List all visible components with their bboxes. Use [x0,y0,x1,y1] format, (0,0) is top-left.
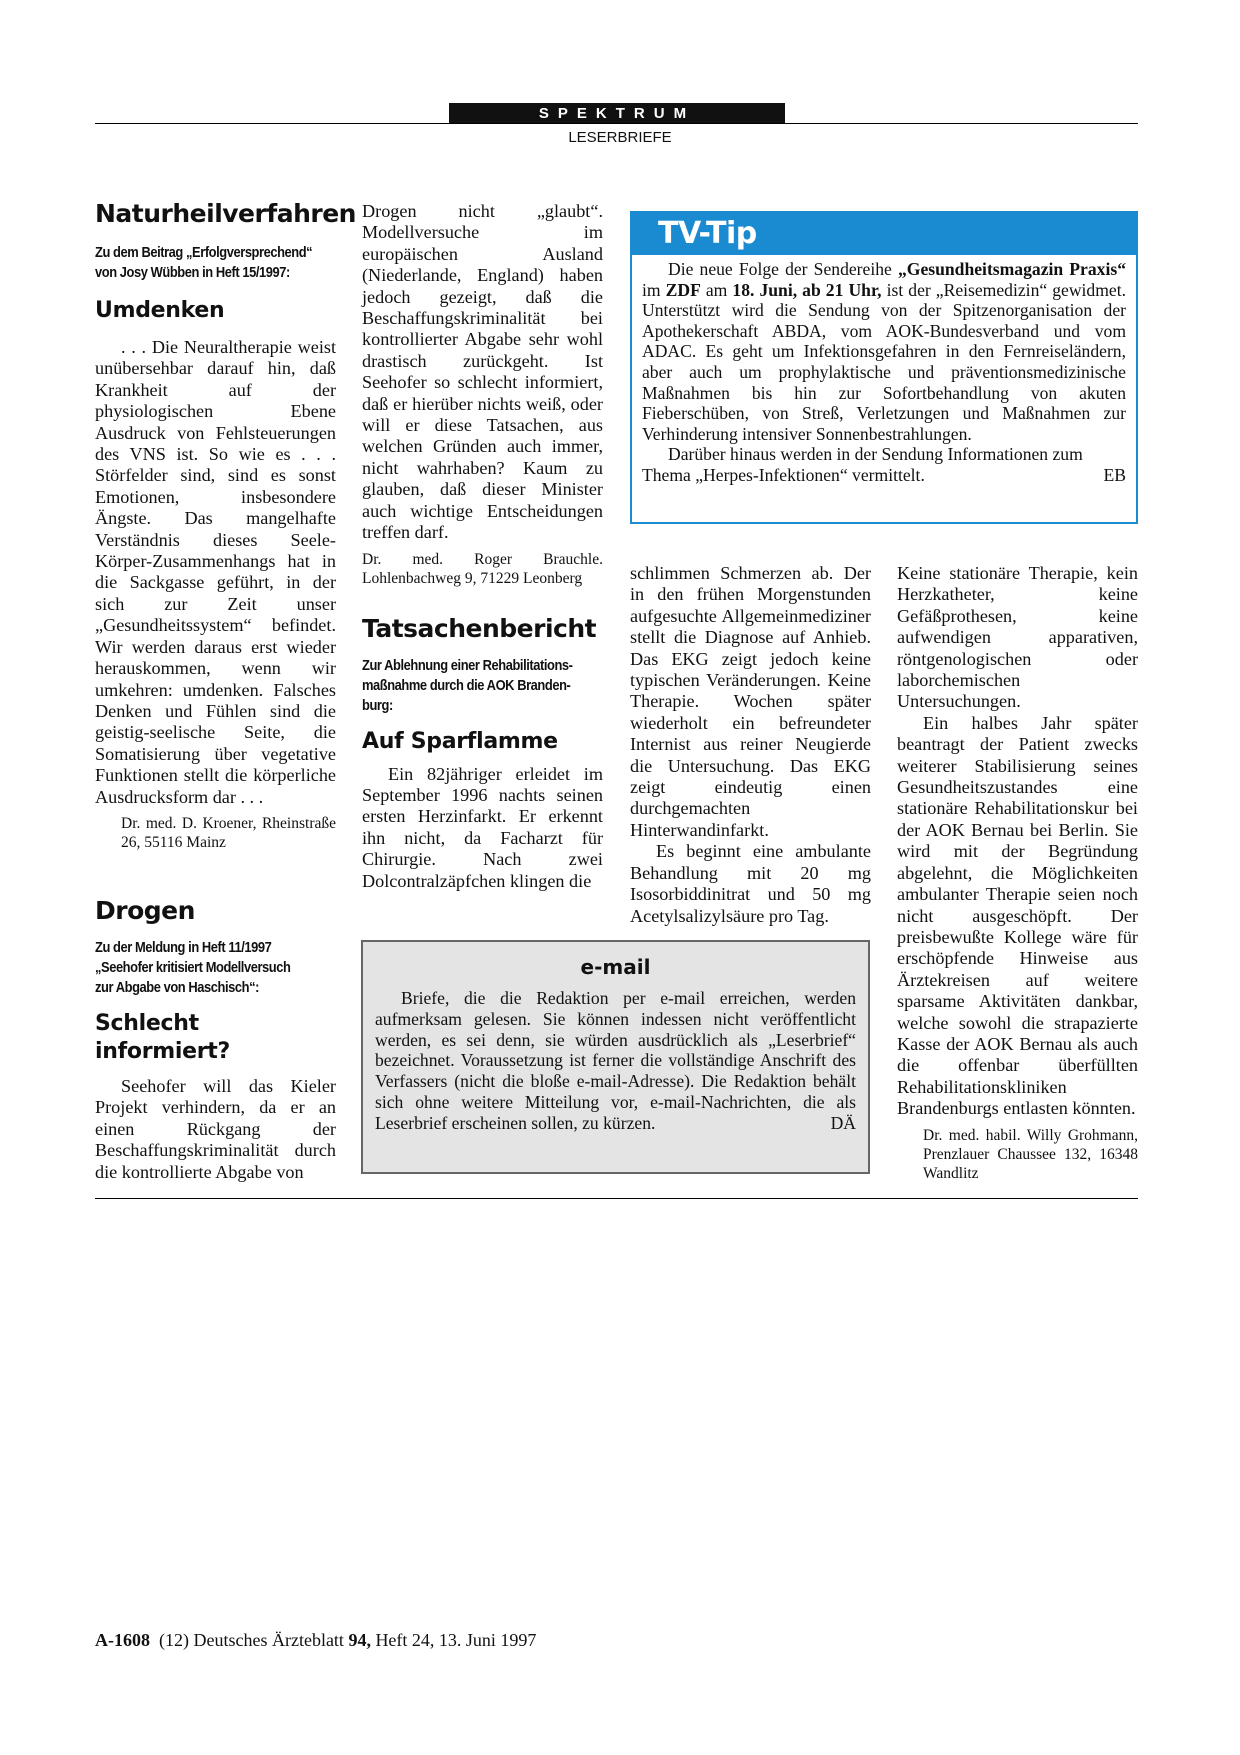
letter-body-continued: Drogen nicht „glaubt“. Modellversuche im europäischen Ausland (Niederlande, England) haben jedoch gezeigt, daß die Beschaffungskriminalität bei kontrollierter Abgabe sehr wohl drastisch zurückgeht. Ist Seehofer so schlecht informiert, daß er hierüber nichts weiß, oder will er diese Tatsachen, aus welchen Gründen auch immer, nicht wahrhaben? Kaum zu glauben, daß dieser Minister auch wichtige Entscheidungen treffen darf. [362,201,603,543]
email-notice-title: e-mail [580,955,651,979]
letter-signature: Dr. med. Roger Brauchle. Lohlenbachweg 9, 71229 Leonberg [362,550,603,587]
subtitle-auf-sparflamme: Auf Sparflamme [362,728,558,754]
email-notice-signature: DÄ [830,1112,856,1133]
section-label: LESERBRIEFE [568,129,672,146]
letter-body: Seehofer will das Kieler Projekt verhindern, da er an einen Rückgang der Beschaffungskriminalität durch die kontrollierte Abgabe von [95,1075,336,1182]
intro-line: zur Abgabe von Haschisch“: [95,978,259,996]
column-1 [95,199,356,1183]
intro-line: Zu dem Beitrag „Erfolgversprechend“ [95,244,313,261]
tv-tip-paragraph: Darüber hinaus werden in der Sendung Informationen zum Thema „Herpes-Infektionen“ vermittelt. EB [642,444,1126,485]
section-banner: SPEKTRUM [449,103,785,124]
intro-line: burg: [362,696,393,714]
letter-signature: Dr. med. D. Kroener, Rheinstraße 26, 55116 Mainz [121,814,336,851]
letter-body: Es beginnt eine ambulante Behandlung mit 20 mg Isosorbiddinitrat und 50 mg Acetylsalizylsäure pro Tag. [630,841,871,926]
tv-tip-title: TV-Tip [632,213,1136,255]
letter-body: Ein 82jähriger erleidet im September 1996 nachts seinen ersten Herzinfarkt. Er erkennt ihn nicht, da Facharzt für Chirurgie. Nach zwei Dolcontralzäpfchen klingen die [362,763,603,891]
page-number: A-1608 [95,1630,150,1650]
issue-info: (12) Deutsches Ärzteblatt [159,1630,349,1650]
tv-tip-paragraph: Die neue Folge der Sendereihe „Gesundheitsmagazin Praxis“ im ZDF am 18. Juni, ab 21 Uhr, ist der „Reisemedizin“ gewidmet. Unterstützt wird die Sendung von der Spitzenorganisation der Apothekerschaft ABDA, vom AOK-Bundesverband und vom ADAC. Es geht um Infektionsgefahren in den Fernreiseländern, aber auch um prophylaktische und präventionsmedizinische Maßnahmen bis hin zur Sofortbehandlung von akuten Fieberschüben, von Streß, Verletzungen und Maßnahmen zur Verhinderung intensiver Sonnenbestrahlungen. [642,259,1126,444]
header-rule [95,123,1138,124]
letter-body: Ein halbes Jahr später beantragt der Patient zwecks weiterer Stabilisierung seines Gesundheitszustandes eine stationäre Rehabilitationskur bei der AOK Bernau bei Berlin. Sie wird mit der Begründung abgelehnt, die Möglichkeiten ambulanter Therapie seien noch nicht ausgeschöpft. Der preisbewußte Kollege wäre für erschöpfende Hinweise aus Ärztekreisen auf weitere sparsame Aktivitäten dankbar, welche sowohl die strapazierte Kasse der AOK Bernau als auch die offenbar überfüllten Rehabilitationskliniken Brandenburgs entlasten könnten. [897,712,1138,1119]
volume-number: 94, [348,1630,371,1650]
email-notice-box [361,940,870,1174]
letter-signature: Dr. med. habil. Willy Grohmann, Prenzlauer Chaussee 132, 16348 Wandlitz [923,1126,1138,1182]
intro-line: maßnahme durch die AOK Branden- [362,676,571,694]
email-notice-body [375,988,856,1134]
letter-body: . . . Die Neuraltherapie weist unübersehbar darauf hin, daß Krankheit auf der physiologischen Ebene Ausdruck von Fehlsteuerungen des VNS ist. So wie es . . . Störfelder sind, sind es sonst Emotionen, insbesondere Ängste. Das mangelhafte Verständnis dieses Seele-Körper-Zusammenhangs hat in die Sackgasse geführt, in der sich zur Zeit unser „Gesundheitssystem“ befindet. Wir werden daraus erst wieder herauskommen, wenn wir umkehren: umdenken. Falsches Denken und Fühlen sind die geistig-seelische Seite, die Somatisierung über vegetative Funktionen stellt die körperliche Ausdrucksform dar . . . [95,337,336,807]
page-footer [95,1629,536,1651]
bottom-rule [95,1198,1138,1199]
tv-tip-signature: EB [1103,464,1126,485]
intro-line: von Josy Wübben in Heft 15/1997: [95,264,290,281]
subtitle-schlecht-informiert: Schlecht informiert? [95,1010,230,1064]
article-title-drogen: Drogen [95,895,195,925]
issue-date: Heft 24, 13. Juni 1997 [370,1630,537,1650]
tv-tip-box [630,211,1138,524]
letter-body-continued: schlimmen Schmerzen ab. Der in den frühen Morgenstunden aufgesuchte Allgemeinmediziner stellt die Diagnose auf Anhieb. Das EKG zeigt jedoch keine typischen Veränderungen. Keine Therapie. Wochen später wiederholt ein befreundeter Internist aus reiner Neugierde die Untersuchung. Das EKG zeigt eindeutig einen durchgemachten Hinterwandinfarkt. [630,563,871,840]
column-2 [362,201,603,892]
intro-line: Zur Ablehnung einer Rehabilitations- [362,656,573,674]
column-4 [897,563,1138,1183]
intro-line: Zu der Meldung in Heft 11/1997 [95,938,272,956]
email-notice-paragraph: Briefe, die die Redaktion per e-mail erreichen, werden aufmerksam gelesen. Sie können indessen nicht veröffentlicht werden, es sei denn, sie würden ausdrücklich als „Leserbrief“ bezeichnet. Voraussetzung ist ferner die vollständige Anschrift des Verfassers (nicht die bloße e-mail-Adresse). Die Redaktion behält sich ohne weitere Mitteilung vor, e-mail-Nachrichten, die als Leserbrief erscheinen sollen, zu kürzen. DÄ [375,988,856,1133]
article-title-tatsachen: Tatsachenbericht [362,613,597,643]
letter-body-continued: Keine stationäre Therapie, kein Herzkatheter, keine Gefäßprothesen, keine aufwendigen apparativen, röntgenologischen oder laborchemischen Untersuchungen. [897,563,1138,712]
article-title-naturheil: Naturheilverfahren [95,199,356,228]
tv-tip-body [642,259,1126,486]
intro-line: „Seehofer kritisiert Modellversuch [95,958,291,976]
column-3 [630,563,871,927]
subtitle-umdenken: Umdenken [95,298,225,323]
